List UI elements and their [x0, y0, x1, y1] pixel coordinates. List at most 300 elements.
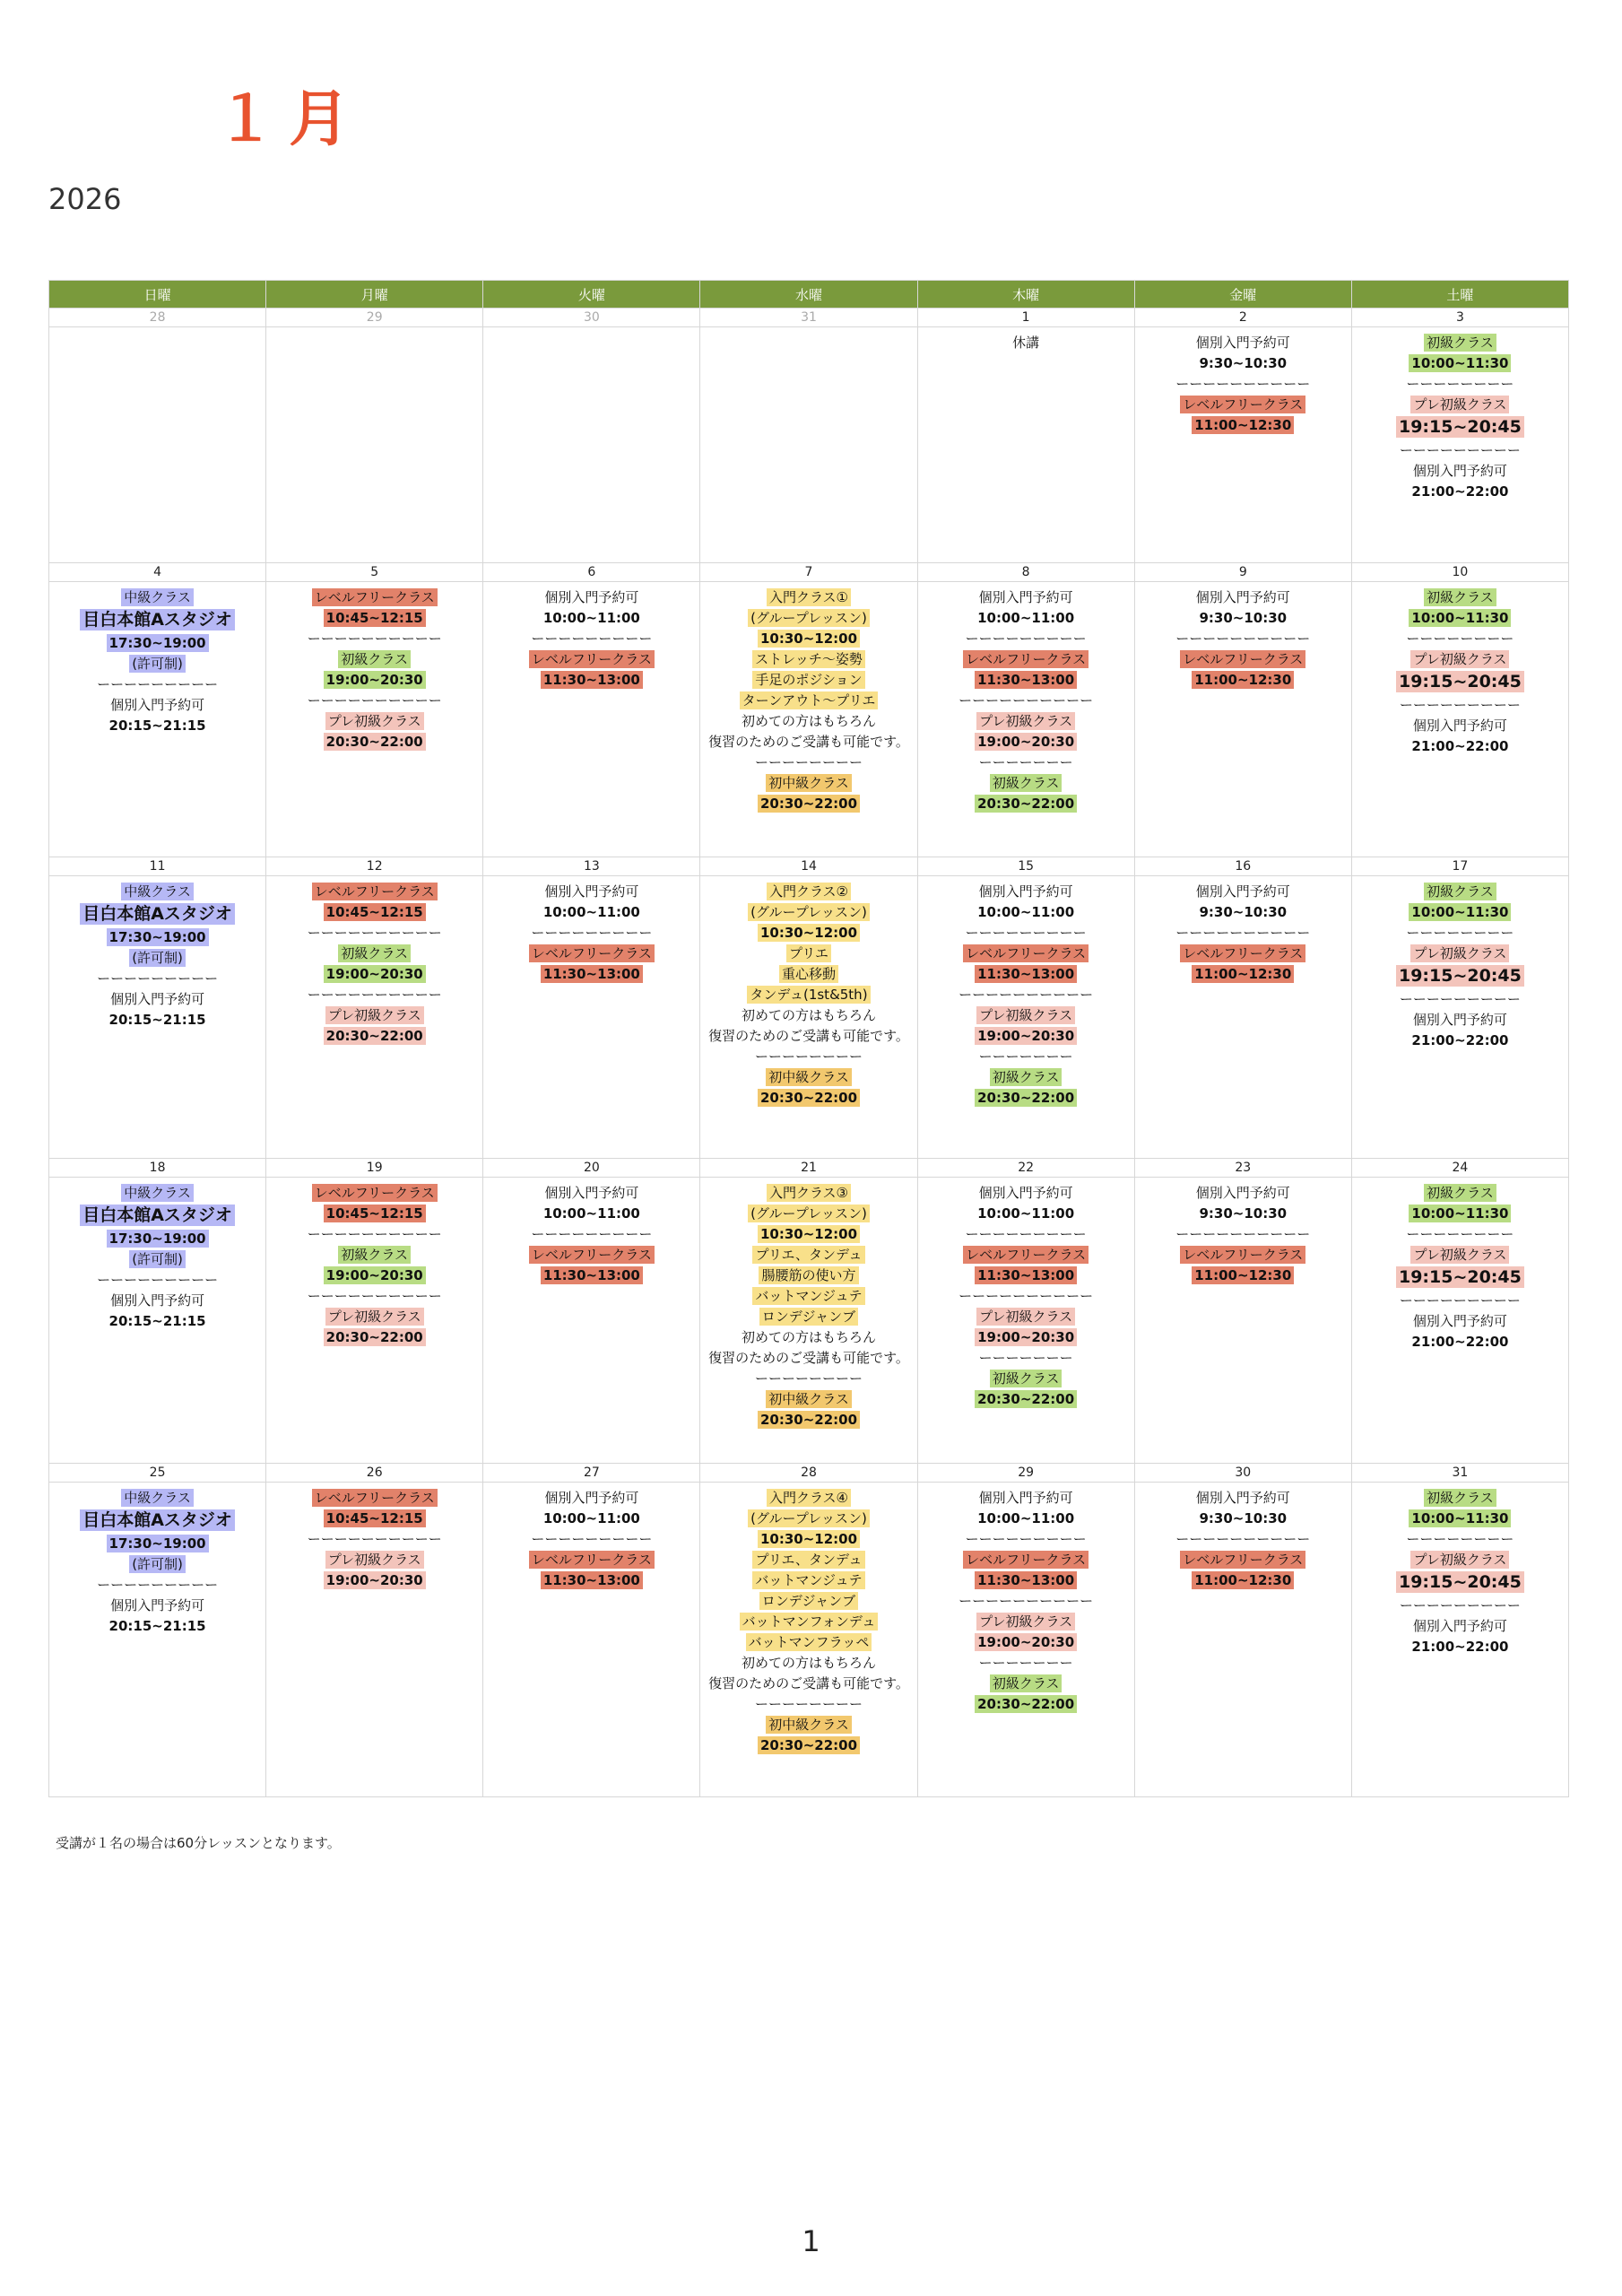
day-cell[interactable] — [49, 1178, 266, 1464]
event-text: 初級クラス — [990, 1068, 1063, 1086]
event-text: 入門クラス① — [767, 588, 851, 606]
day-cell[interactable] — [266, 1178, 483, 1464]
day-cell[interactable] — [483, 582, 700, 857]
event-text: 初中級クラス — [766, 1068, 852, 1086]
event-line — [49, 1205, 265, 1227]
event-line — [918, 334, 1134, 352]
event-text: 19:00~20:30 — [975, 1027, 1077, 1045]
events-row — [49, 1483, 1569, 1797]
separator-line — [483, 630, 699, 648]
event-line — [1352, 737, 1568, 755]
event-text: プリエ、タンデュ — [752, 1551, 864, 1569]
event-text: 個別入門予約可 — [1195, 335, 1290, 351]
event-line — [700, 671, 916, 689]
event-line — [483, 1266, 699, 1284]
event-line — [700, 1349, 916, 1367]
separator-line — [1135, 1225, 1351, 1243]
day-cell[interactable] — [1351, 327, 1568, 563]
event-line — [49, 949, 265, 967]
event-text: 17:30~19:00 — [107, 1535, 209, 1552]
day-cell[interactable] — [1134, 327, 1351, 563]
event-line — [49, 1489, 265, 1507]
event-text: 個別入門予約可 — [1412, 718, 1507, 734]
event-line — [700, 1089, 916, 1107]
event-text: 10:00~11:00 — [542, 1205, 640, 1222]
date-number: 5 — [266, 563, 483, 582]
separator-line — [918, 924, 1134, 942]
event-text: レベルフリークラス — [312, 1489, 438, 1507]
event-text: ーーーーーーーー — [1406, 1226, 1514, 1242]
event-line — [700, 1551, 916, 1569]
event-text: 20:30~22:00 — [324, 733, 426, 751]
event-line — [49, 1312, 265, 1330]
event-line — [266, 1027, 482, 1045]
event-text: レベルフリークラス — [1180, 944, 1305, 962]
day-cell[interactable] — [1134, 876, 1351, 1159]
event-line — [266, 903, 482, 921]
event-text: 11:30~13:00 — [975, 1571, 1077, 1589]
event-text: 個別入門予約可 — [978, 883, 1073, 900]
event-line — [49, 1011, 265, 1029]
event-line — [49, 1555, 265, 1573]
date-number: 6 — [483, 563, 700, 582]
event-text: 復習のためのご受講も可能です。 — [708, 1028, 909, 1044]
event-text: 個別入門予約可 — [544, 589, 639, 605]
date-number: 29 — [917, 1464, 1134, 1483]
event-line — [1352, 1246, 1568, 1264]
event-text: 19:00~20:30 — [975, 733, 1077, 751]
event-line — [700, 1571, 916, 1589]
separator-line — [266, 1530, 482, 1548]
event-text: 20:30~22:00 — [758, 1089, 860, 1107]
event-text: 10:45~12:15 — [324, 1205, 426, 1222]
event-text: 初級クラス — [1424, 334, 1496, 352]
event-text: 20:30~22:00 — [975, 1089, 1077, 1107]
event-text: 19:00~20:30 — [324, 671, 426, 689]
event-line — [700, 774, 916, 792]
event-line — [918, 774, 1134, 792]
event-line — [918, 903, 1134, 921]
event-text: ーーーーーーーーー — [965, 925, 1087, 941]
date-number: 18 — [49, 1159, 266, 1178]
event-line — [1352, 588, 1568, 606]
event-text: 初級クラス — [338, 650, 411, 668]
event-text: 個別入門予約可 — [110, 697, 205, 713]
event-line — [1352, 671, 1568, 693]
event-line — [918, 1027, 1134, 1045]
weekday-tue: 火曜 — [483, 281, 700, 309]
event-line — [700, 1592, 916, 1610]
event-text: 10:30~12:00 — [758, 1225, 860, 1243]
event-text: ーーーーーーーー — [754, 1370, 863, 1387]
day-cell[interactable] — [483, 1178, 700, 1464]
event-line — [266, 671, 482, 689]
event-text: 個別入門予約可 — [544, 1490, 639, 1506]
day-cell[interactable] — [700, 582, 917, 857]
event-line — [918, 650, 1134, 668]
event-line — [700, 1308, 916, 1326]
event-line — [700, 1411, 916, 1429]
event-line — [483, 588, 699, 606]
event-line — [700, 1225, 916, 1243]
day-cell[interactable] — [917, 327, 1134, 563]
day-cell[interactable] — [700, 876, 917, 1159]
event-text: ーーーーーーーー — [1406, 376, 1514, 392]
events-row — [49, 876, 1569, 1159]
event-line — [1352, 903, 1568, 921]
event-text: 10:00~11:00 — [542, 610, 640, 626]
event-line — [266, 965, 482, 983]
separator-line — [49, 1576, 265, 1594]
day-cell[interactable] — [700, 327, 917, 563]
event-text: 中級クラス — [121, 1489, 194, 1507]
event-text: レベルフリークラス — [963, 1551, 1089, 1569]
event-line — [918, 795, 1134, 813]
event-text: 個別入門予約可 — [544, 1185, 639, 1201]
event-text: ーーーーーーーーー — [531, 1226, 653, 1242]
event-text: バットマンフラッペ — [746, 1633, 872, 1651]
day-cell[interactable] — [917, 582, 1134, 857]
event-line — [918, 1674, 1134, 1692]
event-text: (グループレッスン) — [748, 609, 870, 627]
date-number: 19 — [266, 1159, 483, 1178]
event-line — [1352, 650, 1568, 668]
separator-line — [918, 1287, 1134, 1305]
event-text: 11:00~12:30 — [1192, 416, 1294, 434]
event-line — [918, 883, 1134, 900]
event-text: 19:00~20:30 — [324, 1571, 426, 1589]
event-text: ーーーーーーーー — [1406, 1531, 1514, 1547]
date-number: 24 — [1351, 1159, 1568, 1178]
event-text: (グループレッスン) — [748, 903, 870, 921]
event-text: ーーーーーーーーーー — [307, 1288, 442, 1304]
separator-line — [1352, 990, 1568, 1008]
day-cell[interactable] — [1351, 1178, 1568, 1464]
event-text: ーーーーーーーーー — [1399, 1292, 1521, 1309]
event-text: 中級クラス — [121, 588, 194, 606]
event-text: ーーーーーーーーー — [965, 631, 1087, 647]
event-text: 11:30~13:00 — [975, 671, 1077, 689]
event-text: 11:00~12:30 — [1192, 965, 1294, 983]
event-text: 手足のポジション — [752, 671, 864, 689]
date-number: 17 — [1351, 857, 1568, 876]
event-line — [700, 1633, 916, 1651]
event-text: 19:15~20:45 — [1396, 1571, 1524, 1593]
separator-line — [1352, 441, 1568, 459]
separator-line — [918, 1349, 1134, 1367]
event-text: レベルフリークラス — [312, 883, 438, 900]
event-line — [483, 1509, 699, 1527]
event-text: ーーーーーーーーー — [97, 1272, 219, 1288]
day-cell[interactable] — [483, 327, 700, 563]
event-text: 19:00~20:30 — [324, 1266, 426, 1284]
event-text: プレ初級クラス — [1410, 944, 1509, 962]
event-text: レベルフリークラス — [963, 1246, 1089, 1264]
event-line — [1135, 965, 1351, 983]
separator-line — [266, 986, 482, 1004]
page-number: 1 — [802, 2224, 820, 2258]
separator-line — [918, 1592, 1134, 1610]
event-line — [1352, 1551, 1568, 1569]
events-row — [49, 582, 1569, 857]
event-line — [700, 1390, 916, 1408]
separator-line — [918, 630, 1134, 648]
day-cell[interactable] — [266, 327, 483, 563]
day-cell[interactable] — [1351, 1483, 1568, 1797]
event-text: ーーーーーーーーー — [1399, 442, 1521, 458]
date-number: 28 — [700, 1464, 917, 1483]
date-number: 29 — [266, 309, 483, 327]
event-line — [483, 1246, 699, 1264]
day-cell[interactable] — [266, 1483, 483, 1797]
event-line — [700, 986, 916, 1004]
separator-line — [266, 691, 482, 709]
event-text: 復習のためのご受講も可能です。 — [708, 1675, 909, 1692]
event-text: 9:30~10:30 — [1199, 1510, 1288, 1526]
event-text: ーーーーーーーーーー — [1175, 1226, 1311, 1242]
event-text: ーーーーーーーーーー — [958, 987, 1094, 1003]
separator-line — [266, 630, 482, 648]
event-line — [918, 1308, 1134, 1326]
separator-line — [266, 924, 482, 942]
event-text: 10:45~12:15 — [324, 1509, 426, 1527]
event-line — [918, 1551, 1134, 1569]
event-line — [700, 1184, 916, 1202]
calendar-grid — [48, 280, 1569, 1797]
date-number: 27 — [483, 1464, 700, 1483]
event-text: 初級クラス — [1424, 1489, 1496, 1507]
event-line — [483, 1184, 699, 1202]
event-text: 9:30~10:30 — [1199, 610, 1288, 626]
event-text: 個別入門予約可 — [1195, 883, 1290, 900]
date-number: 21 — [700, 1159, 917, 1178]
weekday-mon: 月曜 — [266, 281, 483, 309]
event-line — [700, 1006, 916, 1024]
event-text: 目白本館Aスタジオ — [80, 1205, 235, 1226]
weekday-wed: 水曜 — [700, 281, 917, 309]
event-line — [918, 1613, 1134, 1631]
event-line — [266, 883, 482, 900]
date-number: 4 — [49, 563, 266, 582]
event-text: 10:00~11:00 — [977, 904, 1075, 920]
event-line — [1135, 1509, 1351, 1527]
day-cell[interactable] — [1134, 1483, 1351, 1797]
event-text: プレ初級クラス — [1410, 1551, 1509, 1569]
event-line — [1135, 671, 1351, 689]
day-cell[interactable] — [49, 1483, 266, 1797]
event-text: ーーーーーーーーーー — [1175, 1531, 1311, 1547]
event-text: 20:30~22:00 — [975, 1695, 1077, 1713]
event-text: 20:15~21:15 — [108, 1313, 206, 1329]
events-row — [49, 327, 1569, 563]
event-text: 20:15~21:15 — [108, 718, 206, 734]
event-text: 個別入門予約可 — [1195, 589, 1290, 605]
day-cell[interactable] — [700, 1483, 917, 1797]
day-cell[interactable] — [1134, 582, 1351, 857]
event-text: (許可制) — [129, 655, 186, 673]
event-text: ロンデジャンブ — [759, 1592, 858, 1610]
event-line — [266, 609, 482, 627]
event-text: 入門クラス② — [767, 883, 851, 900]
event-text: 初級クラス — [990, 1370, 1063, 1387]
event-text: 10:30~12:00 — [758, 1530, 860, 1548]
event-line — [266, 1551, 482, 1569]
separator-line — [700, 1048, 916, 1065]
event-line — [700, 1328, 916, 1346]
day-cell[interactable] — [917, 1483, 1134, 1797]
event-text: プリエ、タンデュ — [752, 1246, 864, 1264]
event-text: 初級クラス — [990, 774, 1063, 792]
day-cell[interactable] — [49, 876, 266, 1159]
event-line — [700, 965, 916, 983]
event-text: バットマンジュテ — [752, 1571, 864, 1589]
event-text: レベルフリークラス — [963, 944, 1089, 962]
event-text: 初級クラス — [1424, 588, 1496, 606]
event-text: 初めての方はもちろん — [741, 1007, 876, 1023]
day-cell[interactable] — [483, 876, 700, 1159]
date-number: 30 — [1134, 1464, 1351, 1483]
event-line — [49, 634, 265, 652]
event-text: ーーーーーーーーーー — [307, 692, 442, 709]
event-line — [483, 965, 699, 983]
event-line — [918, 1246, 1134, 1264]
event-text: 20:30~22:00 — [758, 1411, 860, 1429]
event-line — [1135, 1551, 1351, 1569]
event-line — [700, 1246, 916, 1264]
event-text: 11:30~13:00 — [541, 965, 643, 983]
event-text: 11:30~13:00 — [975, 1266, 1077, 1284]
day-cell[interactable] — [1351, 876, 1568, 1159]
event-line — [266, 588, 482, 606]
event-line — [700, 1716, 916, 1734]
event-line — [49, 1250, 265, 1268]
event-line — [700, 609, 916, 627]
event-text: 21:00~22:00 — [1411, 1032, 1509, 1048]
day-cell[interactable] — [917, 1178, 1134, 1464]
event-text: 復習のためのご受講も可能です。 — [708, 1350, 909, 1366]
event-text: (許可制) — [129, 949, 186, 967]
event-line — [700, 924, 916, 942]
event-line — [1352, 1184, 1568, 1202]
event-line — [49, 655, 265, 673]
event-line — [266, 1328, 482, 1346]
separator-line — [918, 1048, 1134, 1065]
event-text: プレ初級クラス — [976, 1006, 1075, 1024]
date-number: 8 — [917, 563, 1134, 582]
day-cell[interactable] — [917, 876, 1134, 1159]
event-line — [483, 609, 699, 627]
event-text: ーーーーーーーーーー — [958, 692, 1094, 709]
event-line — [49, 1509, 265, 1532]
day-cell[interactable] — [1351, 582, 1568, 857]
event-text: レベルフリークラス — [529, 1551, 655, 1569]
event-line — [1352, 965, 1568, 987]
separator-line — [266, 1225, 482, 1243]
event-line — [1135, 944, 1351, 962]
event-line — [700, 795, 916, 813]
event-text: 個別入門予約可 — [544, 883, 639, 900]
separator-line — [1352, 375, 1568, 393]
event-text: 20:30~22:00 — [758, 1736, 860, 1754]
event-line — [918, 1328, 1134, 1346]
event-line — [1352, 334, 1568, 352]
event-text: 初中級クラス — [766, 774, 852, 792]
event-line — [1135, 1246, 1351, 1264]
event-text: 目白本館Aスタジオ — [80, 609, 235, 631]
date-number: 12 — [266, 857, 483, 876]
event-text: 11:30~13:00 — [541, 1571, 643, 1589]
day-cell[interactable] — [1134, 1178, 1351, 1464]
event-line — [1135, 1571, 1351, 1589]
day-cell[interactable] — [266, 876, 483, 1159]
event-text: プレ初級クラス — [976, 1308, 1075, 1326]
separator-line — [700, 1370, 916, 1387]
date-number-row — [49, 1159, 1569, 1178]
day-cell[interactable] — [483, 1483, 700, 1797]
separator-line — [700, 753, 916, 771]
date-number: 28 — [49, 309, 266, 327]
event-text: 10:00~11:00 — [977, 1205, 1075, 1222]
event-text: レベルフリークラス — [1180, 1551, 1305, 1569]
event-line — [49, 1230, 265, 1248]
event-line — [700, 1266, 916, 1284]
event-line — [1352, 1205, 1568, 1222]
event-text: 17:30~19:00 — [107, 634, 209, 652]
event-text: 個別入門予約可 — [978, 1185, 1073, 1201]
event-line — [700, 883, 916, 900]
event-line — [1135, 588, 1351, 606]
event-text: 10:00~11:00 — [977, 610, 1075, 626]
event-text: 10:30~12:00 — [758, 924, 860, 942]
event-line — [1352, 717, 1568, 735]
event-text: 個別入門予約可 — [978, 589, 1073, 605]
event-line — [1352, 1011, 1568, 1029]
event-line — [700, 733, 916, 751]
event-text: 20:15~21:15 — [108, 1618, 206, 1634]
event-line — [700, 1613, 916, 1631]
event-text: ーーーーーーーーーー — [1175, 631, 1311, 647]
event-text: 初級クラス — [338, 944, 411, 962]
event-line — [49, 717, 265, 735]
day-cell[interactable] — [266, 582, 483, 857]
event-line — [918, 1370, 1134, 1387]
event-text: ーーーーーーーーーー — [958, 1593, 1094, 1609]
event-line — [918, 733, 1134, 751]
event-text: プレ初級クラス — [976, 1613, 1075, 1631]
event-text: ーーーーーーーーーー — [307, 631, 442, 647]
event-text: 個別入門予約可 — [1412, 1313, 1507, 1329]
separator-line — [1352, 1225, 1568, 1243]
event-line — [266, 1184, 482, 1202]
year-label: 2026 — [48, 182, 122, 216]
event-text: 個別入門予約可 — [978, 1490, 1073, 1506]
day-cell[interactable] — [700, 1178, 917, 1464]
separator-line — [483, 1225, 699, 1243]
separator-line — [1135, 630, 1351, 648]
event-text: ーーーーーーーー — [1406, 925, 1514, 941]
event-line — [49, 1617, 265, 1635]
event-text: (許可制) — [129, 1250, 186, 1268]
date-number: 10 — [1351, 563, 1568, 582]
event-line — [1352, 1617, 1568, 1635]
event-text: タンデュ(1st&5th) — [747, 986, 870, 1004]
event-text: レベルフリークラス — [1180, 1246, 1305, 1264]
event-line — [1352, 1638, 1568, 1656]
day-cell[interactable] — [49, 327, 266, 563]
event-text: 11:00~12:30 — [1192, 1571, 1294, 1589]
event-text: 20:30~22:00 — [324, 1027, 426, 1045]
day-cell[interactable] — [49, 582, 266, 857]
